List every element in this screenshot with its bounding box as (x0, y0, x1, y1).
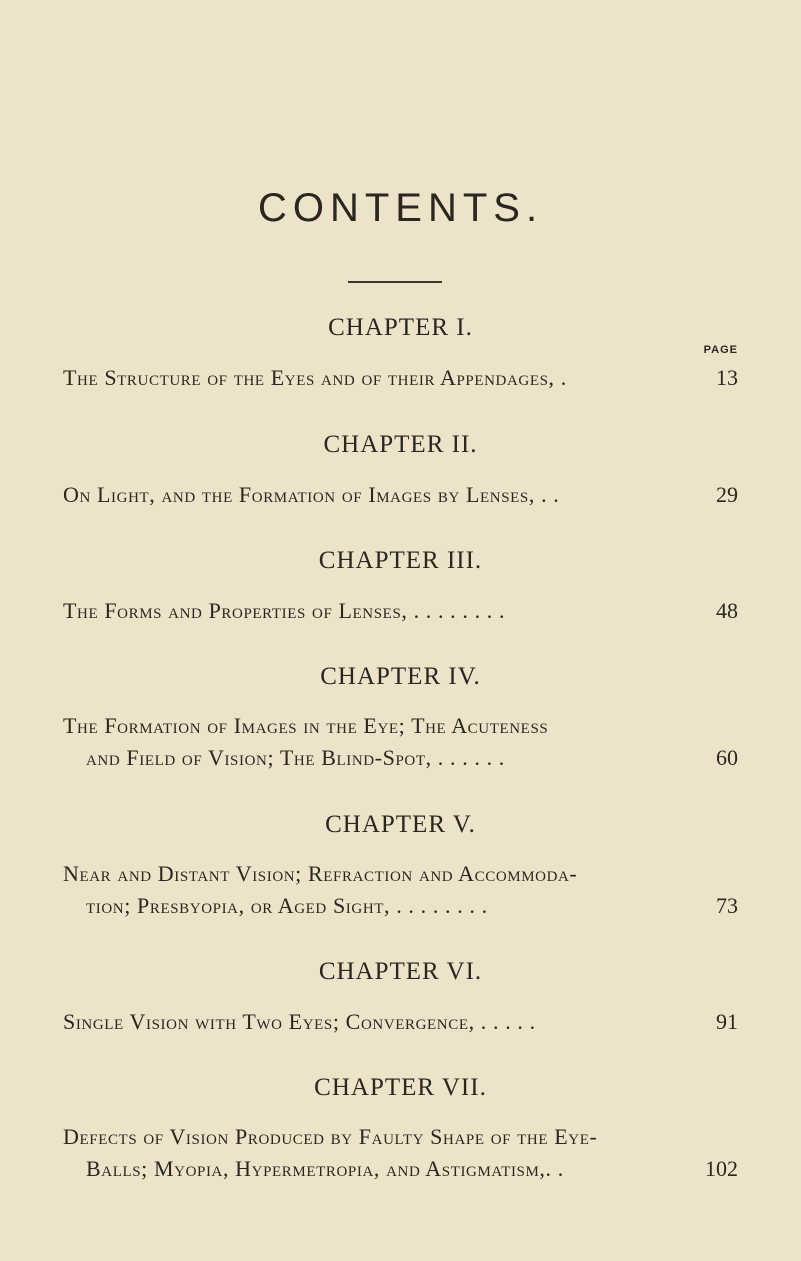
title-divider (348, 281, 442, 283)
toc-entry-line: tion; Presbyopia, or Aged Sight, . . . . . . . . 73 (63, 890, 738, 922)
chapter-heading: CHAPTER II. (323, 431, 478, 458)
toc-page-number: 91 (716, 1009, 738, 1034)
toc-entry (63, 595, 738, 627)
page-column-label: PAGE (703, 344, 738, 356)
chapter-heading: CHAPTER I. (328, 314, 473, 341)
toc-entry-line: and Field of Vision; The Blind-Spot, . . . . . . 60 (63, 742, 738, 774)
chapter-heading: CHAPTER IV. (320, 663, 481, 690)
toc-entry (63, 858, 738, 922)
toc-entry-line: Near and Distant Vision; Refraction and Accommoda- (63, 861, 578, 886)
toc-entry-line: The Formation of Images in the Eye; The Acuteness (63, 713, 549, 738)
chapter-heading: CHAPTER V. (325, 811, 476, 838)
toc-entry (63, 479, 738, 511)
chapter-heading: CHAPTER III. (318, 547, 483, 574)
toc-page-number: 73 (716, 893, 738, 918)
toc-entry-line: The Forms and Properties of Lenses, . . . . . . . . 48 (63, 595, 738, 627)
toc-entry-line: Balls; Myopia, Hypermetropia, and Astigmatism,. . 102 (63, 1153, 738, 1185)
toc-page-number: 13 (716, 365, 738, 390)
toc-entry (63, 362, 738, 394)
toc-page-number: 29 (716, 482, 738, 507)
toc-page-number: 60 (716, 745, 738, 770)
chapter-heading: CHAPTER VII. (314, 1074, 487, 1101)
toc-entry-line: Single Vision with Two Eyes; Convergence, . . . . . 91 (63, 1006, 738, 1038)
toc-page-number: 102 (705, 1156, 738, 1181)
toc-entry (63, 1006, 738, 1038)
chapter-heading: CHAPTER VI. (318, 958, 483, 985)
toc-entry-line: The Structure of the Eyes and of their Appendages, . 13 (63, 362, 738, 394)
toc-entry-line: Defects of Vision Produced by Faulty Shape of the Eye- (63, 1124, 598, 1149)
toc-page-number: 48 (716, 598, 738, 623)
toc-entry-line: On Light, and the Formation of Images by Lenses, . . 29 (63, 479, 738, 511)
toc-entry (63, 710, 738, 774)
toc-entry (63, 1121, 738, 1185)
page-title: CONTENTS. (257, 186, 544, 230)
